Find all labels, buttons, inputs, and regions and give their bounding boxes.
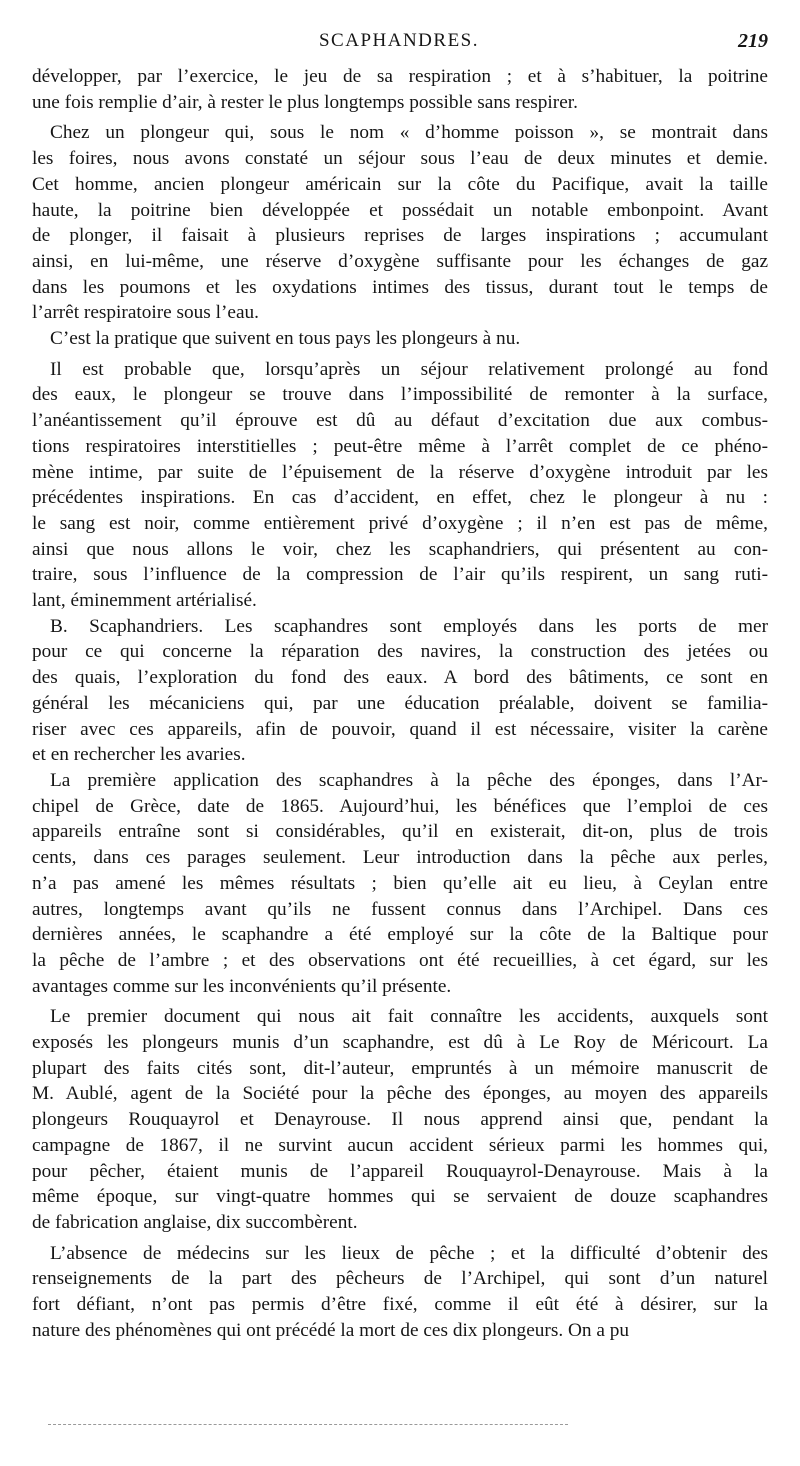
running-head (30, 30, 768, 60)
text-line: pour pêcher, étaient munis de l’appareil Rouquayrol-Denayrouse. Mais à la (32, 1160, 768, 1182)
text-line: des quais, l’exploration du fond des eaux. A bord des bâtiments, ce sont en (32, 667, 768, 689)
text-line: l’arrêt respiratoire sous l’eau. (32, 302, 259, 324)
text-line: plongeurs Rouquayrol et Denayrouse. Il nous apprend ainsi que, pendant la (32, 1109, 768, 1131)
page-bottom-rule (48, 1424, 568, 1425)
paragraph (32, 1241, 768, 1344)
paragraph (32, 326, 768, 352)
text-line: ainsi, en lui-même, une réserve d’oxygène suffisante pour les échanges de gaz (32, 250, 768, 272)
text-line: L’absence de médecins sur les lieux de pêche ; et la difficulté d’obtenir des (50, 1242, 768, 1264)
paragraph (32, 768, 768, 999)
text-line: ainsi que nous allons le voir, chez les scaphandriers, qui présentent au con- (32, 538, 768, 560)
text-line: les foires, nous avons constaté un séjour sous l’eau de deux minutes et demie. (32, 148, 768, 170)
text-line: tions respiratoires interstitielles ; peut-être même à l’arrêt complet de ce phéno- (32, 435, 768, 457)
text-line: développer, par l’exercice, le jeu de sa respiration ; et à s’habituer, la poitrine (32, 66, 768, 87)
text-line: et en rechercher les avaries. (32, 744, 246, 766)
text-line: M. Aublé, agent de la Société pour la pêche des éponges, au moyen des appareils (32, 1083, 768, 1105)
paragraph (32, 1004, 768, 1235)
text-line: Chez un plongeur qui, sous le nom « d’homme poisson », se montrait dans (50, 122, 768, 144)
text-line: mène intime, par suite de l’épuisement de la réserve d’oxygène introduit par les (32, 461, 768, 483)
text-line: dans les poumons et les oxydations intimes des tissus, durant tout le temps de (32, 276, 768, 298)
paragraph (32, 614, 768, 768)
paragraph (32, 64, 768, 115)
text-line: cents, dans ces parages seulement. Leur introduction dans la pêche aux perles, (32, 847, 768, 869)
text-line: haute, la poitrine bien développée et possédait un notable embonpoint. Avant (32, 199, 768, 221)
body-text (32, 64, 768, 1343)
text-line: précédentes inspirations. En cas d’accident, en effet, chez le plongeur à nu : (32, 487, 768, 509)
text-line: même époque, sur vingt-quatre hommes qui se servaient de douze scaphandres (32, 1186, 768, 1208)
text-line: campagne de 1867, il ne survint aucun accident sérieux parmi les hommes qui, (32, 1134, 768, 1156)
text-line: pour ce qui concerne la réparation des navires, la construction des jetées ou (32, 641, 768, 663)
paragraph (32, 357, 768, 614)
text-line: la pêche de l’ambre ; et des observations ont été recueillies, à cet égard, sur les (32, 949, 768, 971)
text-line: La première application des scaphandres à la pêche des éponges, dans l’Ar- (50, 769, 768, 791)
text-line: traire, sous l’influence de la compression de l’air qu’ils respirent, un sang ruti- (32, 564, 768, 586)
text-line: chipel de Grèce, date de 1865. Aujourd’hui, les bénéfices que l’emploi de ces (32, 795, 768, 817)
text-line: n’a pas amené les mêmes résultats ; bien qu’elle ait eu lieu, à Ceylan entre (32, 872, 768, 894)
text-line: plupart des faits cités sont, dit-l’auteur, empruntés à un mémoire manuscrit de (32, 1057, 768, 1079)
text-line: C’est la pratique que suivent en tous pays les plongeurs à nu. (50, 328, 521, 350)
text-line: général les mécaniciens qui, par une éducation préalable, doivent se familia- (32, 692, 768, 714)
text-line: de fabrication anglaise, dix succombèrent. (32, 1211, 358, 1233)
text-line: dernières années, le scaphandre a été employé sur la côte de la Baltique pour (32, 924, 768, 946)
paragraph (32, 120, 768, 326)
text-line: appareils entraîne sont si considérables, qu’il en existerait, dit-on, plus de trois (32, 821, 768, 843)
text-line: Le premier document qui nous ait fait connaître les accidents, auxquels sont (50, 1006, 768, 1028)
text-line: B. Scaphandriers. Les scaphandres sont employés dans les ports de mer (50, 615, 768, 637)
text-line: des eaux, le plongeur se trouve dans l’impossibilité de remonter à la surface, (32, 384, 768, 406)
text-line: le sang est noir, comme entièrement privé d’oxygène ; il n’en est pas de même, (32, 512, 768, 534)
text-line: fort défiant, n’ont pas permis d’être fixé, comme il eût été à désirer, sur la (32, 1294, 768, 1316)
text-line: Cet homme, ancien plongeur américain sur la côte du Pacifique, avait la taille (32, 173, 768, 195)
text-line: riser avec ces appareils, afin de pouvoir, quand il est nécessaire, visiter la carène (32, 718, 768, 740)
text-line: avantages comme sur les inconvénients qu’il présente. (32, 975, 452, 997)
text-line: une fois remplie d’air, à rester le plus longtemps possible sans respirer. (32, 91, 578, 113)
page-number: 219 (738, 30, 768, 52)
text-line: lant, éminemment artérialisé. (32, 590, 257, 612)
text-line: de plonger, il faisait à plusieurs reprises de larges inspirations ; accumulant (32, 225, 768, 247)
text-line: exposés les plongeurs munis d’un scaphandre, est dû à Le Roy de Méricourt. La (32, 1032, 768, 1054)
text-line: nature des phénomènes qui ont précédé la mort de ces dix plongeurs. On a pu (32, 1319, 630, 1341)
running-title: SCAPHANDRES. (318, 30, 479, 51)
text-line: Il est probable que, lorsqu’après un séjour relativement prolongé au fond (50, 358, 768, 380)
text-line: l’anéantissement qu’il éprouve est dû au défaut d’excitation due aux combus- (32, 410, 768, 432)
text-line: renseignements de la part des pêcheurs de l’Archipel, qui sont d’un naturel (32, 1268, 768, 1290)
text-line: autres, longtemps avant qu’ils ne fussent connus dans l’Archipel. Dans ces (32, 898, 768, 920)
